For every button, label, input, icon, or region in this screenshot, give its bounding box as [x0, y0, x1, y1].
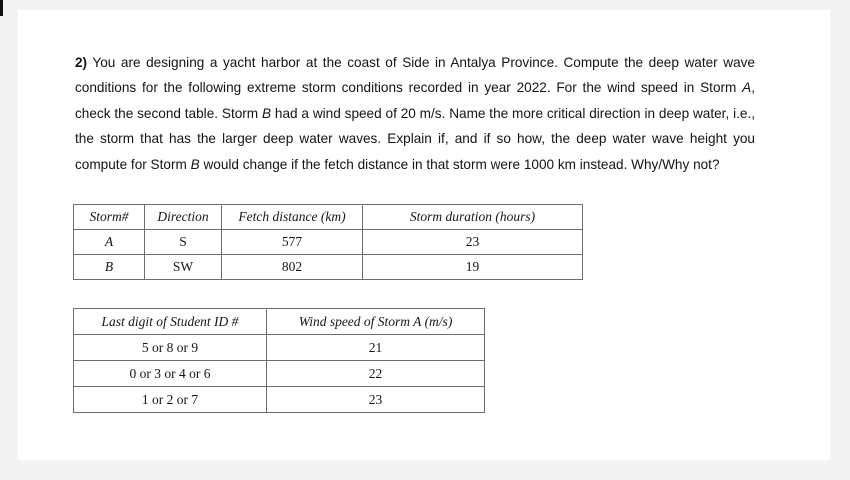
wind-speed-table [73, 308, 485, 413]
wind-speed-cell: 23 [267, 387, 485, 413]
header-student-id-digit: Last digit of Student ID # [74, 309, 267, 335]
storm-b-ref: B [261, 105, 272, 121]
duration-cell: 19 [363, 255, 583, 280]
question-text-part-4: would change if the fetch distance in that storm were 1000 km instead. Why/Why not? [199, 156, 720, 172]
direction-cell: S [145, 230, 222, 255]
header-wind-speed: Wind speed of Storm A (m/s) [267, 309, 485, 335]
question-text [75, 50, 755, 177]
question-number: 2) [75, 55, 88, 70]
question-text-part-2: , check the second table. Storm [75, 80, 755, 121]
direction-cell: SW [145, 255, 222, 280]
document-page [18, 10, 830, 460]
edge-mark [0, 0, 3, 16]
table-row [74, 387, 485, 413]
fetch-cell: 577 [222, 230, 363, 255]
table-row [74, 255, 583, 280]
wind-speed-cell: 22 [267, 361, 485, 387]
header-fetch-distance: Fetch distance (km) [222, 205, 363, 230]
table-row [74, 335, 485, 361]
wind-speed-cell: 21 [267, 335, 485, 361]
storm-table-header [74, 205, 583, 230]
fetch-cell: 802 [222, 255, 363, 280]
header-direction: Direction [145, 205, 222, 230]
digit-cell: 5 or 8 or 9 [74, 335, 267, 361]
table-row [74, 230, 583, 255]
header-storm-number: Storm# [74, 205, 145, 230]
storm-id-cell: A [74, 230, 145, 255]
wind-table-header [74, 309, 485, 335]
storm-a-ref: A [742, 80, 752, 96]
digit-cell: 0 or 3 or 4 or 6 [74, 361, 267, 387]
storm-table [73, 204, 583, 280]
duration-cell: 23 [363, 230, 583, 255]
table-row [74, 361, 485, 387]
header-storm-duration: Storm duration (hours) [363, 205, 583, 230]
digit-cell: 1 or 2 or 7 [74, 387, 267, 413]
storm-b-ref-2: B [190, 156, 200, 172]
question-text-part-3: had a wind speed of 20 m/s. Name the more critical direction in deep water, i.e., the storm that has the larger deep water waves. Explain if, and if so how, the deep water wave height you compute for Storm [75, 105, 755, 172]
question-text-part-1: You are designing a yacht harbor at the coast of Side in Antalya Province. Compute the deep water wave conditions for the following extreme storm conditions recorded in year 2022. For the wind speed in Storm [75, 55, 755, 96]
storm-id-cell: B [74, 255, 145, 280]
